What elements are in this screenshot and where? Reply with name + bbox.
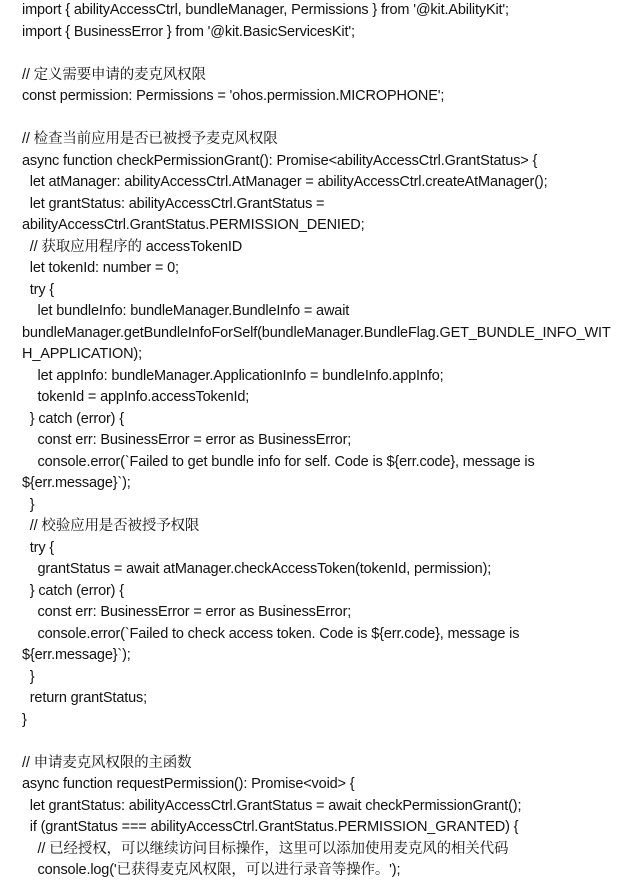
code-line: console.error(`Failed to check access token. Code is ${err.code}, message is <box>22 625 520 642</box>
code-listing <box>22 0 628 882</box>
code-line: let appInfo: bundleManager.ApplicationInfo = bundleInfo.appInfo; <box>22 367 444 384</box>
code-line: console.error(`Failed to get bundle info for self. Code is ${err.code}, message is <box>22 453 535 470</box>
code-line: try { <box>22 539 54 556</box>
code-comment-line: // 获取应用程序的 accessTokenID <box>22 238 243 255</box>
code-line: ${err.message}`); <box>22 475 131 491</box>
code-line: if (grantStatus === abilityAccessCtrl.GrantStatus.PERMISSION_GRANTED) { <box>22 819 519 835</box>
code-line: tokenId = appInfo.accessTokenId; <box>22 389 250 405</box>
code-line: const permission: Permissions = 'ohos.permission.MICROPHONE'; <box>22 88 445 104</box>
code-comment-line: // 已经授权，可以继续访问目标操作，这里可以添加使用麦克风的相关代码 <box>22 840 509 857</box>
code-line: bundleManager.getBundleInfoForSelf(bundleManager.BundleFlag.GET_BUNDLE_INFO_WIT <box>22 324 611 341</box>
code-line: async function checkPermissionGrant(): Promise<abilityAccessCtrl.GrantStatus> { <box>22 152 538 169</box>
blank-line <box>22 43 628 65</box>
code-line: } <box>22 668 35 685</box>
code-line: } <box>22 711 27 728</box>
code-line: } <box>22 496 35 513</box>
code-comment-line: // 定义需要申请的麦克风权限 <box>22 66 206 83</box>
code-line: async function requestPermission(): Promise<void> { <box>22 776 355 792</box>
code-line: } catch (error) { <box>22 582 124 599</box>
code-line: } catch (error) { <box>22 410 124 427</box>
code-line: let atManager: abilityAccessCtrl.AtManager = abilityAccessCtrl.createAtManager(); <box>22 174 548 190</box>
code-comment-line: // 校验应用是否被授予权限 <box>22 518 200 534</box>
code-line: console.log('已获得麦克风权限，可以进行录音等操作。'); <box>22 862 401 878</box>
blank-line <box>22 731 628 753</box>
code-line: let tokenId: number = 0; <box>22 260 179 276</box>
code-comment-line: // 申请麦克风权限的主函数 <box>22 754 192 771</box>
code-line: try { <box>22 281 54 298</box>
code-line: grantStatus = await atManager.checkAccessToken(tokenId, permission); <box>22 561 492 577</box>
code-line: abilityAccessCtrl.GrantStatus.PERMISSION_DENIED; <box>22 217 365 233</box>
code-line: const err: BusinessError = error as BusinessError; <box>22 604 352 620</box>
code-line: import { BusinessError } from '@kit.BasicServicesKit'; <box>22 23 355 40</box>
code-line: H_APPLICATION); <box>22 346 142 362</box>
code-line: let grantStatus: abilityAccessCtrl.GrantStatus = await checkPermissionGrant(); <box>22 797 522 814</box>
code-line: let bundleInfo: bundleManager.BundleInfo = await <box>22 303 350 319</box>
code-line: let grantStatus: abilityAccessCtrl.GrantStatus = <box>22 195 325 212</box>
code-line: ${err.message}`); <box>22 647 131 663</box>
blank-line <box>22 108 628 130</box>
code-line: const err: BusinessError = error as BusinessError; <box>22 432 352 448</box>
code-line: return grantStatus; <box>22 690 147 706</box>
code-line: import { abilityAccessCtrl, bundleManager, Permissions } from '@kit.AbilityKit'; <box>22 2 509 18</box>
code-comment-line: // 检查当前应用是否已被授予麦克风权限 <box>22 131 278 147</box>
